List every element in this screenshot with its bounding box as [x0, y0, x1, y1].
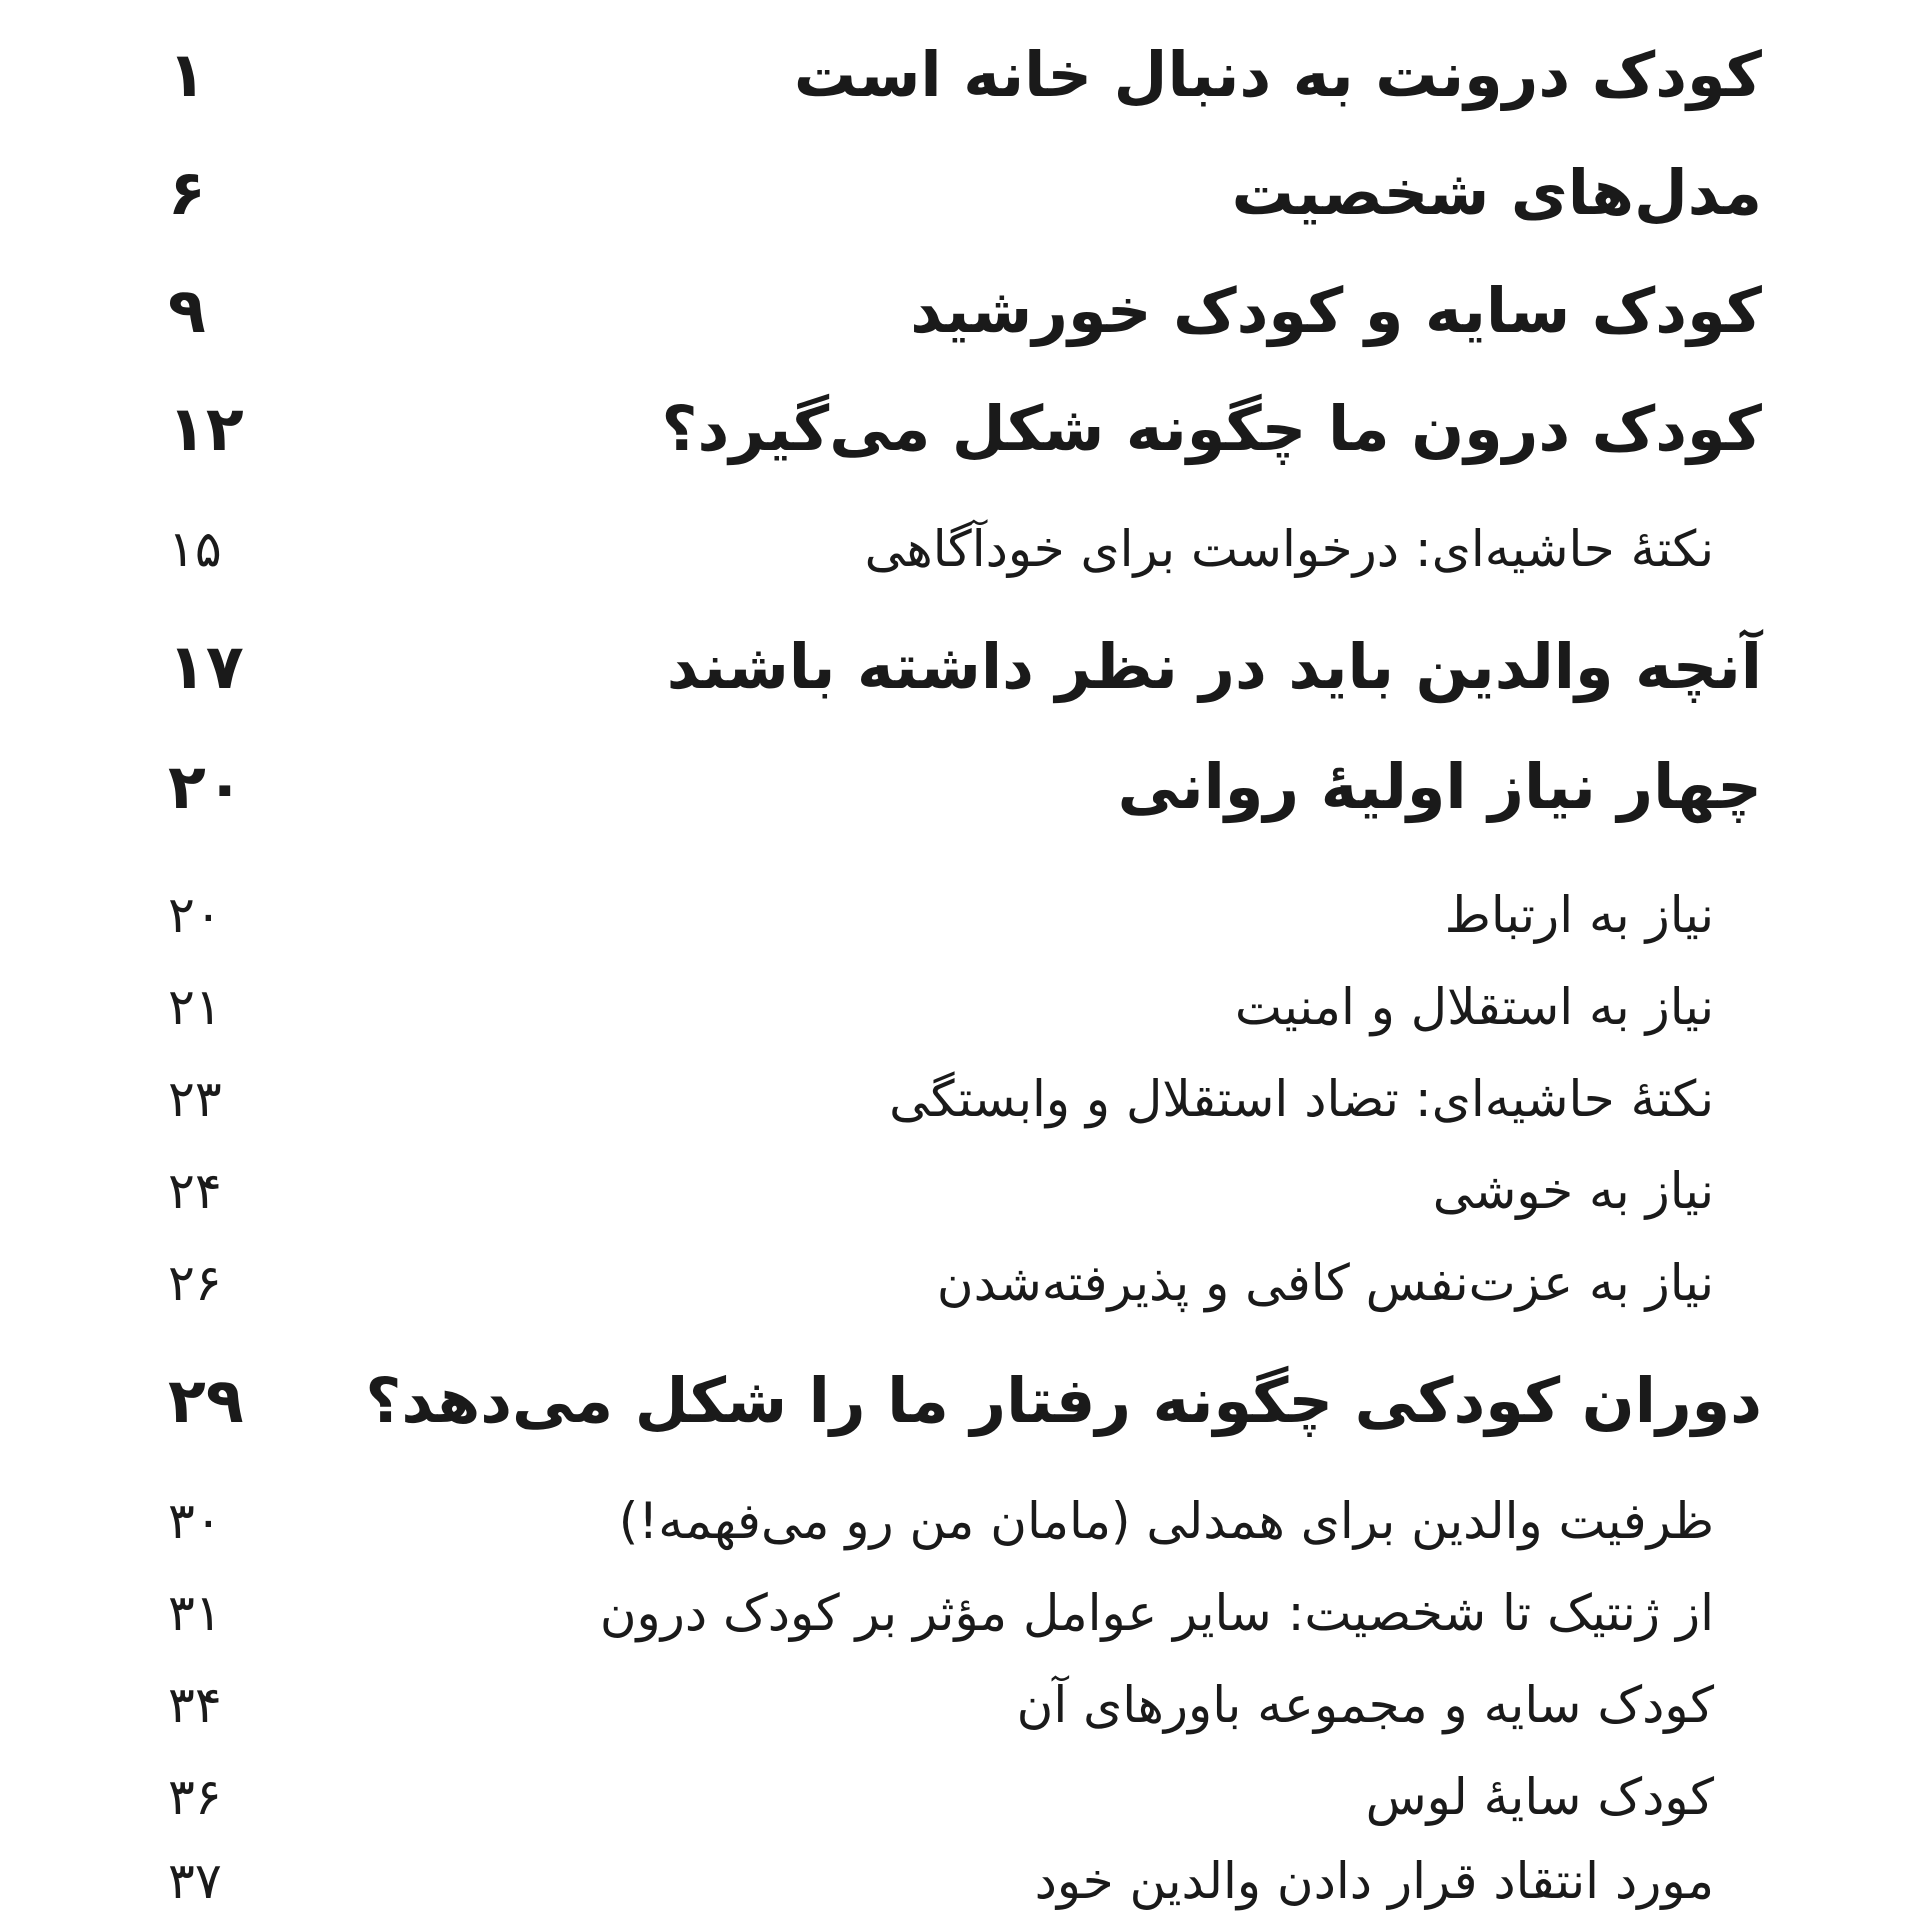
toc-entry-page-number: ۲۴: [168, 1162, 222, 1220]
toc-entry-title: کودک سایه و مجموعه باورهای آن: [1016, 1676, 1714, 1734]
toc-entry-title: آنچه والدین باید در نظر داشته باشند: [666, 630, 1762, 703]
toc-entry-page-number: ۳۷: [168, 1852, 222, 1910]
toc-entry-page-number: ۲۰: [168, 886, 222, 944]
toc-entry-title: نکتۀ حاشیه‌ای: تضاد استقلال و وابستگی: [889, 1070, 1714, 1128]
toc-entry-title: ظرفیت والدین برای همدلی (مامان من رو می‌فهمه!): [618, 1492, 1714, 1550]
toc-entry-page-number: ۲۰: [168, 750, 244, 823]
toc-entry-page-number: ۱: [168, 38, 206, 111]
toc-entry-title: مورد انتقاد قرار دادن والدین خود: [1034, 1852, 1714, 1910]
toc-entry-page-number: ۲۱: [168, 978, 222, 1036]
toc-entry-page-number: ۳۴: [168, 1676, 222, 1734]
toc-entry-title: کودک درون ما چگونه شکل می‌گیرد؟: [661, 392, 1762, 465]
toc-entry-page-number: ۶: [168, 156, 206, 229]
toc-entry-title: کودک درونت به دنبال خانه است: [793, 38, 1762, 111]
toc-entry-title: مدل‌های شخصیت: [1231, 156, 1762, 229]
toc-entry-page-number: ۲۶: [168, 1254, 222, 1312]
toc-entry-page-number: ۳۶: [168, 1768, 222, 1826]
toc-entry-title: کودک سایه و کودک خورشید: [910, 274, 1762, 347]
toc-entry-page-number: ۱۵: [168, 520, 222, 578]
toc-entry-page-number: ۹: [168, 274, 206, 347]
toc-entry-title: نیاز به خوشی: [1432, 1162, 1714, 1220]
toc-entry-title: نیاز به عزت‌نفس کافی و پذیرفته‌شدن: [936, 1254, 1714, 1312]
toc-entry-title: نیاز به استقلال و امنیت: [1234, 978, 1714, 1036]
toc-entry-title: نیاز به ارتباط: [1444, 886, 1714, 944]
toc-entry-page-number: ۳۱: [168, 1584, 222, 1642]
toc-entry-title: کودک سایۀ لوس: [1365, 1768, 1714, 1826]
toc-entry-title: از ژنتیک تا شخصیت: سایر عوامل مؤثر بر کودک درون: [599, 1584, 1714, 1642]
toc-entry-page-number: ۳۰: [168, 1492, 222, 1550]
toc-entry-title: نکتۀ حاشیه‌ای: درخواست برای خودآگاهی: [864, 520, 1714, 578]
toc-entry-page-number: ۱۷: [168, 630, 244, 703]
toc-entry-page-number: ۲۳: [168, 1070, 222, 1128]
toc-entry-title: چهار نیاز اولیۀ روانی: [1117, 750, 1762, 823]
toc-entry-page-number: ۱۲: [168, 392, 244, 465]
toc-entry-page-number: ۲۹: [168, 1364, 244, 1437]
toc-entry-title: دوران کودکی چگونه رفتار ما را شکل می‌دهد؟: [365, 1364, 1762, 1437]
